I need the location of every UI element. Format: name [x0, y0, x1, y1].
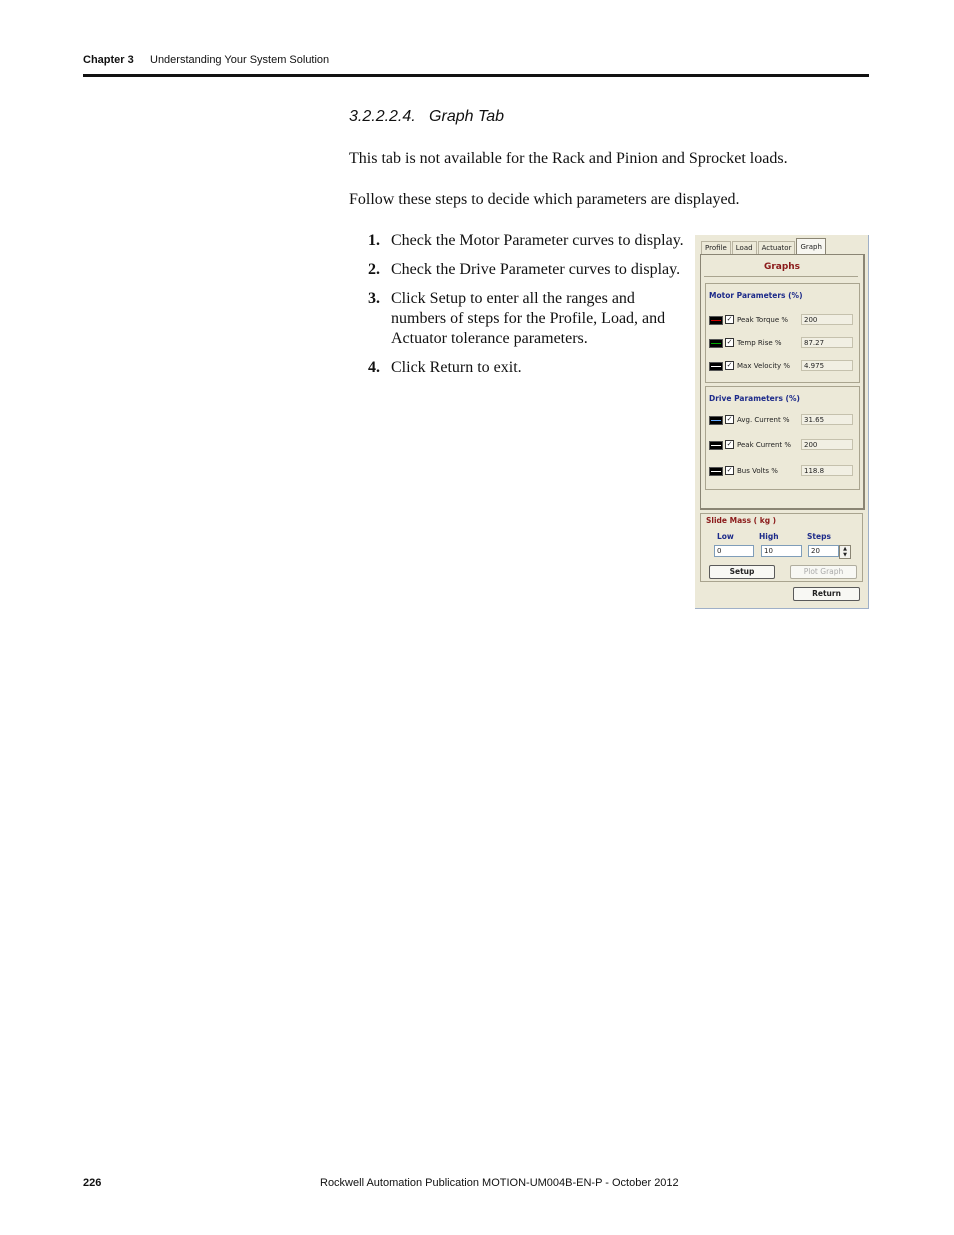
- drive-row-avg-current: [709, 414, 857, 426]
- avg-current-checkbox[interactable]: ✓: [726, 415, 733, 423]
- drive-row-bus-volts: [709, 465, 857, 477]
- color-swatch[interactable]: [709, 339, 723, 348]
- graph-tab-screenshot: [695, 235, 869, 609]
- slide-mass-group: [700, 513, 863, 582]
- tab-profile[interactable]: Profile: [701, 241, 731, 255]
- drive-parameters-label: Drive Parameters (%): [709, 394, 800, 403]
- header-rule: [83, 74, 869, 77]
- motor-row-peak-torque: [709, 314, 857, 326]
- color-swatch[interactable]: [709, 362, 723, 371]
- section-title: 3.2.2.2.4. Graph Tab: [349, 108, 505, 125]
- steps-label: Steps: [807, 532, 831, 541]
- avg-current-label: Avg. Current %: [737, 416, 790, 424]
- color-swatch[interactable]: [709, 441, 723, 450]
- temp-rise-value: 87.27: [801, 337, 853, 348]
- tab-actuator[interactable]: Actuator: [758, 241, 796, 255]
- peak-current-label: Peak Current %: [737, 441, 792, 449]
- color-swatch[interactable]: [709, 316, 723, 325]
- paragraph-availability: This tab is not available for the Rack and Pinion and Sprocket loads.: [349, 150, 788, 167]
- steps-list: [368, 231, 686, 387]
- steps-input[interactable]: 20: [808, 545, 839, 557]
- swatch-line: [711, 320, 721, 321]
- chapter-label: Chapter 3: [83, 54, 134, 66]
- step-item: 3. Click Setup to enter all the ranges and numbers of steps for the Profile, Load, and Actuator tolerance parameters.: [368, 290, 666, 347]
- tab-load[interactable]: Load: [732, 241, 757, 255]
- title-divider: [704, 276, 858, 277]
- max-velocity-checkbox[interactable]: ✓: [726, 361, 733, 369]
- low-input[interactable]: 0: [714, 545, 754, 557]
- motor-parameters-label: Motor Parameters (%): [709, 291, 803, 300]
- bus-volts-label: Bus Volts %: [737, 467, 778, 475]
- peak-torque-value: 200: [801, 314, 853, 325]
- steps-spinner[interactable]: [839, 545, 851, 559]
- temp-rise-checkbox[interactable]: ✓: [726, 338, 733, 346]
- high-label: High: [759, 532, 779, 541]
- peak-torque-checkbox[interactable]: ✓: [726, 315, 733, 323]
- peak-torque-label: Peak Torque %: [737, 316, 789, 324]
- drive-parameters-group: [705, 386, 860, 490]
- low-label: Low: [717, 532, 734, 541]
- paragraph-instructions: Follow these steps to decide which parameters are displayed.: [349, 191, 740, 208]
- plot-graph-button[interactable]: Plot Graph: [790, 565, 857, 579]
- graph-tab-body: [700, 254, 865, 510]
- motor-row-max-velocity: [709, 360, 857, 372]
- avg-current-value: 31.65: [801, 414, 853, 425]
- setup-button[interactable]: Setup: [709, 565, 775, 579]
- spin-up-icon[interactable]: ▲: [843, 546, 847, 552]
- swatch-line: [711, 420, 721, 421]
- publication-info: Rockwell Automation Publication MOTION-UM004B-EN-P - October 2012: [320, 1177, 679, 1189]
- step-item: 4. Click Return to exit.: [368, 359, 522, 376]
- bus-volts-checkbox[interactable]: ✓: [726, 466, 733, 474]
- tab-graph[interactable]: Graph: [796, 238, 825, 255]
- temp-rise-label: Temp Rise %: [737, 339, 782, 347]
- spin-down-icon[interactable]: ▼: [843, 552, 847, 558]
- slide-mass-label: Slide Mass ( kg ): [706, 516, 777, 525]
- tab-strip: [701, 239, 827, 255]
- graphs-title: Graphs: [763, 262, 801, 272]
- page-number: 226: [83, 1177, 102, 1189]
- high-input[interactable]: 10: [761, 545, 802, 557]
- motor-parameters-group: [705, 283, 860, 383]
- swatch-line: [711, 366, 721, 367]
- bus-volts-value: 118.8: [801, 465, 853, 476]
- chapter-title: Understanding Your System Solution: [150, 54, 330, 66]
- peak-current-value: 200: [801, 439, 853, 450]
- swatch-line: [711, 471, 721, 472]
- step-item: 1. Check the Motor Parameter curves to display.: [368, 232, 684, 249]
- swatch-line: [711, 445, 721, 446]
- swatch-line: [711, 343, 721, 344]
- color-swatch[interactable]: [709, 416, 723, 425]
- peak-current-checkbox[interactable]: ✓: [726, 440, 733, 448]
- max-velocity-value: 4.975: [801, 360, 853, 371]
- motor-row-temp-rise: [709, 337, 857, 349]
- color-swatch[interactable]: [709, 467, 723, 476]
- max-velocity-label: Max Velocity %: [737, 362, 791, 370]
- return-button[interactable]: Return: [793, 587, 860, 601]
- step-item: 2. Check the Drive Parameter curves to display.: [368, 261, 681, 278]
- drive-row-peak-current: [709, 439, 857, 451]
